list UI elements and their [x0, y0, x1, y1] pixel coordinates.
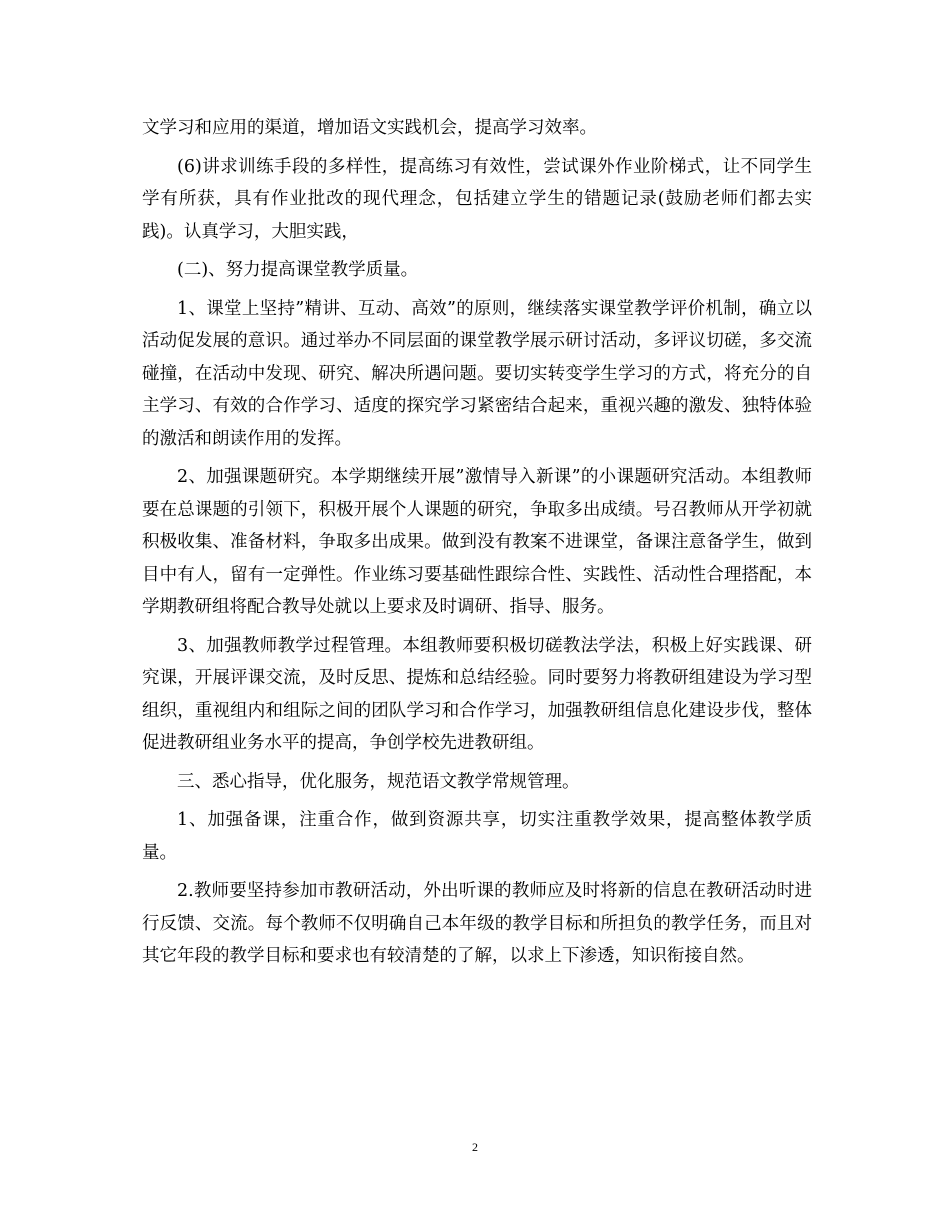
document-body — [142, 112, 812, 979]
paragraph-item-6: (6)讲求训练手段的多样性，提高练习有效性，尝试课外作业阶梯式，让不同学生学有所获，具有作业批改的现代理念，包括建立学生的错题记录(鼓励老师们都去实践)。认真学习，大胆实践， — [142, 156, 812, 242]
section-heading-2: (二)、努力提高课堂教学质量。 — [177, 260, 419, 280]
paragraph-point-3: 3、加强教师教学过程管理。本组教师要积极切磋教法学法，积极上好实践课、研究课，开展评课交流，及时反思、提炼和总结经验。同时要努力将教研组建设为学习型组织，重视组内和组际之间的团队学习和合作学习，加强教研组信息化建设步伐，整体促进教研组业务水平的提高，争创学校先进教研组。 — [142, 635, 812, 753]
page-number: 2 — [472, 1140, 478, 1154]
section-heading-3: 三、悉心指导，优化服务，规范语文教学常规管理。 — [177, 771, 580, 792]
paragraph-prep-2: 2.教师要坚持参加市教研活动，外出听课的教师应及时将新的信息在教研活动时进行反馈、交流。每个教师不仅明确自己本年级的教学目标和所担负的教学任务，而且对其它年段的教学目标和要求也有较清楚的了解，以求上下渗透，知识衔接自然。 — [142, 881, 812, 966]
paragraph-point-1: 1、课堂上坚持”精讲、互动、高效”的原则，继续落实课堂教学评价机制，确立以活动促发展的意识。通过举办不同层面的课堂教学展示研讨活动，多评议切磋，多交流碰撞，在活动中发现、研究、解决所遇问题。要切实转变学生学习的方式，将充分的自主学习、有效的合作学习、适度的探究学习紧密结合起来，重视兴趣的激发、独特体验的激活和朗读作用的发挥。 — [142, 298, 812, 449]
paragraph-continuation: 文学习和应用的渠道，增加语文实践机会，提高学习效率。 — [142, 118, 597, 138]
paragraph-point-2: 2、加强课题研究。本学期继续开展”激情导入新课”的小课题研究活动。本组教师要在总课题的引领下，积极开展个人课题的研究，争取多出成绩。号召教师从开学初就积极收集、准备材料，争取多出成果。做到没有教案不进课堂，备课注意备学生，做到目中有人，留有一定弹性。作业练习要基础性跟综合性、实践性、活动性合理搭配，本学期教研组将配合教导处就以上要求及时调研、指导、服务。 — [142, 467, 812, 617]
paragraph-prep-1: 1、加强备课，注重合作，做到资源共享，切实注重教学效果，提高整体教学质量。 — [142, 810, 812, 863]
